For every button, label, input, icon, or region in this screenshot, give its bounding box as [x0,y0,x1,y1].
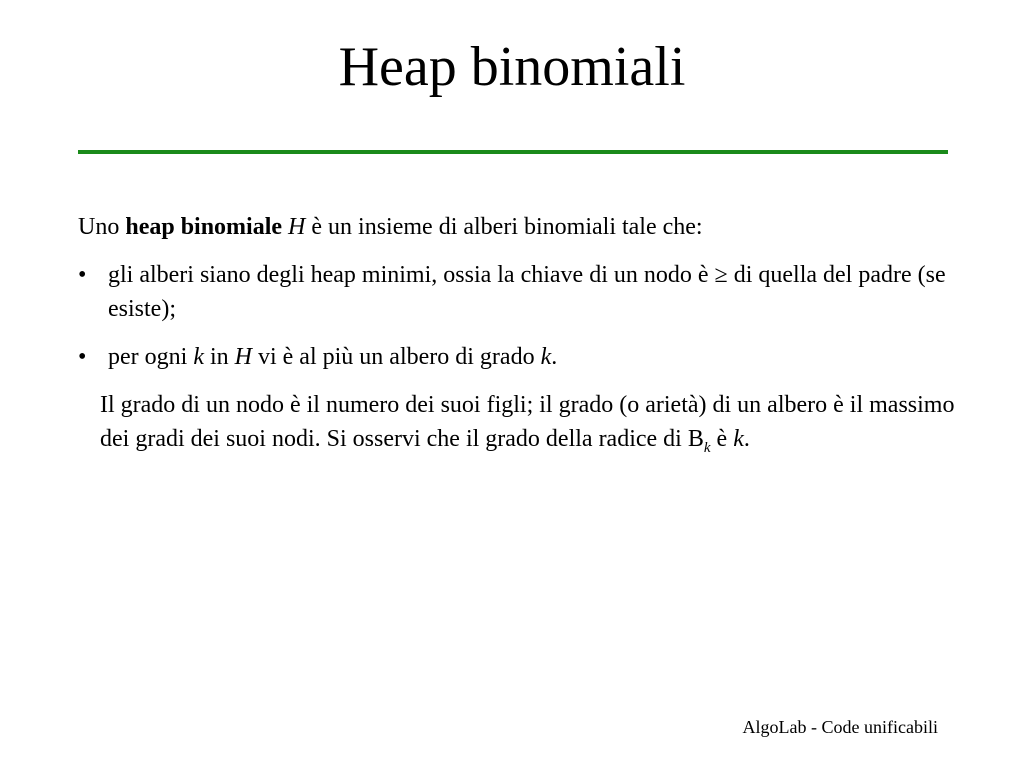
bullet-text-2 [100,340,958,374]
intro-paragraph [78,210,958,244]
note-paragraph [78,388,958,456]
note-variable: k [733,426,744,452]
slide-footer: AlgoLab - Code unificabili [742,717,938,737]
intro-suffix: è un insieme di alberi binomiali tale che: [305,214,703,240]
bullet-2-var-3: k [540,344,552,370]
bullet-2-var-2: H [234,344,252,370]
intro-prefix: Uno [78,214,126,240]
bullet-mark: • [78,344,87,370]
intro-bold-term: heap binomiale [125,214,283,240]
note-end: . [743,426,750,452]
bullet-2-part-3: vi è al più un albero di grado [251,344,541,370]
bullet-2-var-1: k [193,344,204,370]
note-text: Il grado di un nodo è il numero dei suoi figli; il grado (o arietà) di un albero è il massimo dei gradi dei suoi nodi. Si osservi che il grado della radice di B [100,392,955,452]
slide-title: Heap binomiali [338,36,686,98]
intro-variable: H [288,214,306,240]
bullet-item-2 [78,340,958,374]
bullet-item-1 [78,258,958,326]
note-subscript: k [703,439,711,456]
bullet-text-1: gli alberi siano degli heap minimi, ossia la chiave di un nodo è ≥ di quella del padre (se esiste); [108,262,946,322]
bullet-mark: • [78,262,87,288]
note-middle: è [710,426,734,452]
title-divider [78,150,948,154]
slide-content [78,210,958,456]
bullet-2-part-4: . [551,344,558,370]
bullet-2-part-1: per ogni [108,344,194,370]
bullet-2-part-2: in [203,344,235,370]
